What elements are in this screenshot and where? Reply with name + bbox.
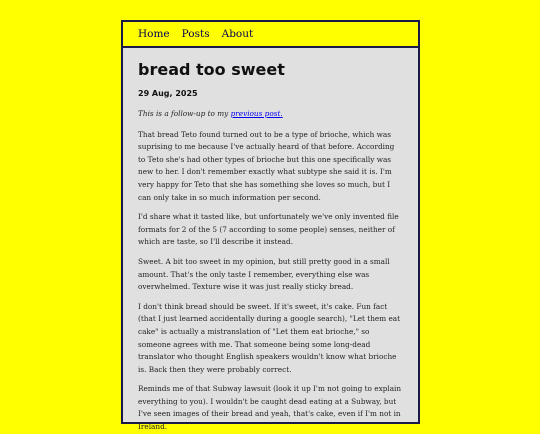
post-title: bread too sweet [138, 60, 285, 79]
post-paragraph-4: I don't think bread should be sweet. If it's sweet, it's cake. Fun fact (that I just learned accidentally during a google search), "Let them eat cake" is actually a mistranslation of "Let them eat brioche," so someone agrees with me. That someone being some long-dead translator who thought English speakers wouldn't know what brioche is. Back then they were probably correct. [138, 301, 401, 374]
post-paragraph-5: Reminds me of that Subway lawsuit (look it up I'm not going to explain everything to you). I wouldn't be caught dead eating at a Subway, but I've seen images of their bread and yeah, that's cake, even if I'm not in Ireland. [138, 384, 402, 432]
page-frame [121, 20, 420, 432]
nav-posts-link[interactable]: Posts [181, 28, 210, 40]
post-date: 29 Aug, 2025 [138, 89, 198, 98]
post-paragraph-3: Sweet. A bit too sweet in my opinion, but still pretty good in a small amount. That's the only taste I remember, everything else was overwhelmed. Texture wise it was just really sticky bread. [138, 256, 390, 292]
nav-home-link[interactable]: Home [138, 28, 170, 40]
top-nav [123, 22, 418, 48]
post-paragraph-1: That bread Teto found turned out to be a type of brioche, which was suprising to me because I've actually heard of that before. According to Teto she's had other types of brioche but this one specifically was new to her. I don't remember exactly what subtype she said it is. I'm very happy for Teto that she has something she loves so much, but I can only take in so much information per second. [138, 129, 395, 202]
intro-text: This is a follow-up to my [138, 109, 231, 118]
post-paragraph-2: I'd share what it tasted like, but unfortunately we've only invented file formats for 2 of the 5 (7 according to some people) senses, neither of which are taste, so I'll describe it instead. [138, 212, 399, 247]
post-content [123, 48, 418, 434]
post-intro [138, 108, 403, 121]
nav-about-link[interactable]: About [221, 28, 254, 40]
previous-post-link[interactable]: previous post. [230, 109, 283, 118]
